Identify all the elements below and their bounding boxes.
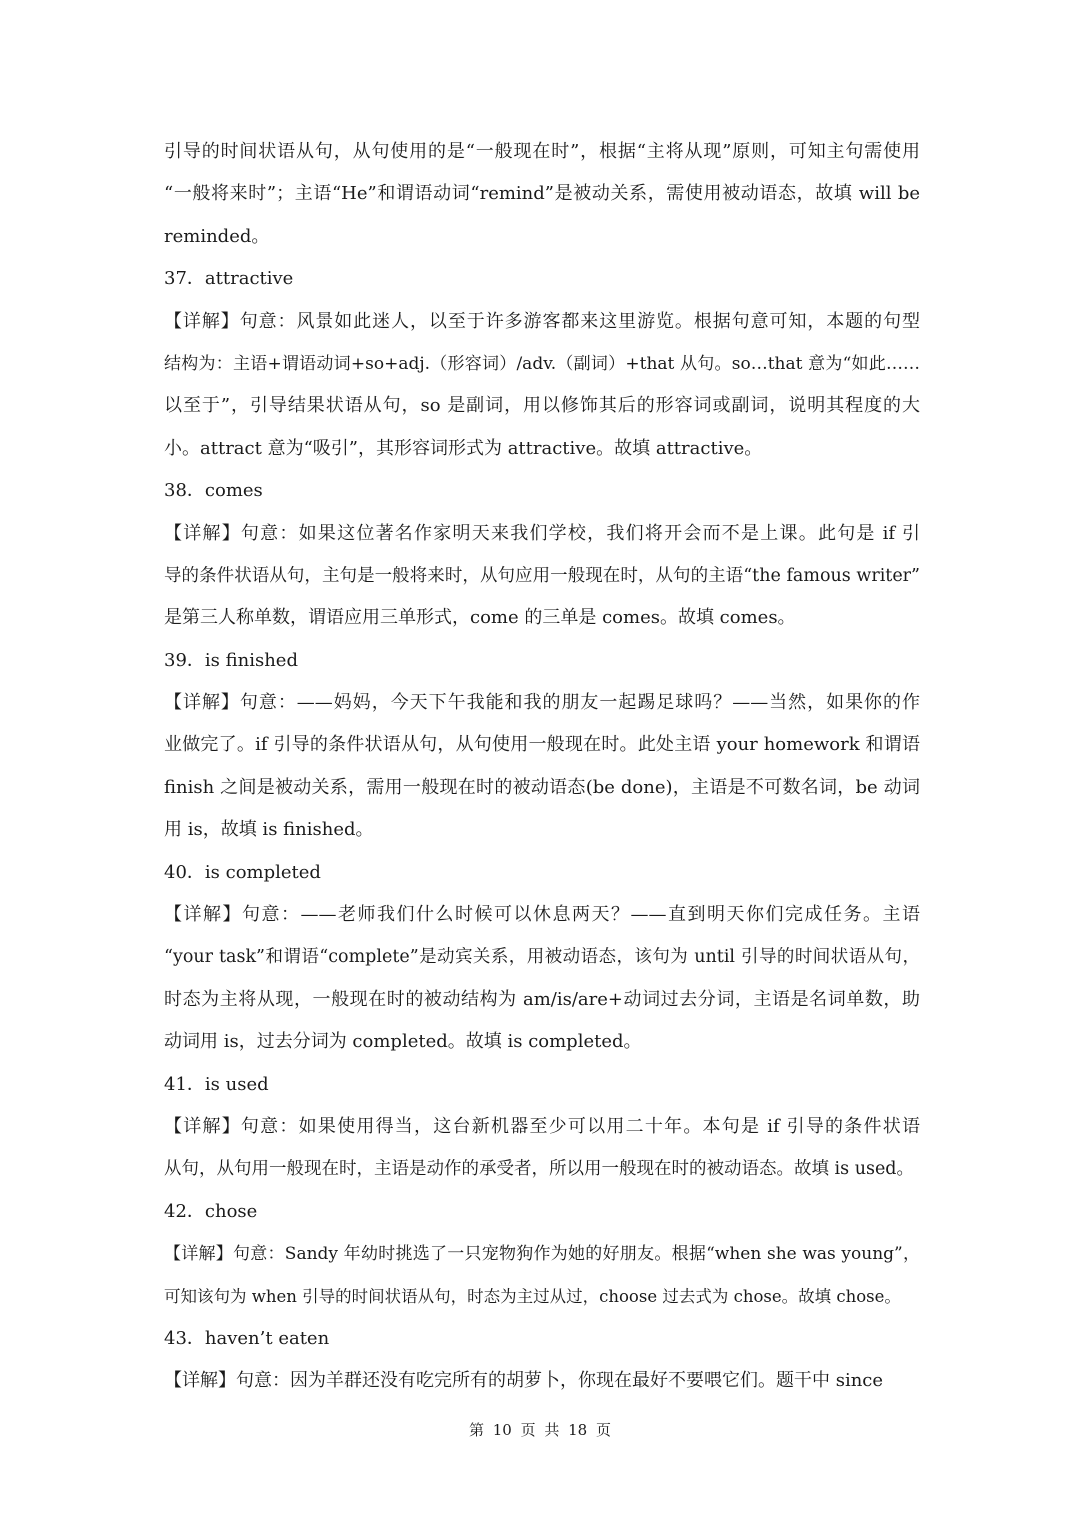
answer-heading-37: 37．attractive — [164, 268, 294, 290]
answer-heading-39: 39．is finished — [164, 649, 298, 671]
text-line: “your task”和谓语“complete”是动宾关系，用被动语态，该句为 until 引导的时间状语从句， — [164, 947, 920, 968]
text-line: “一般将来时”；主语“He”和谓语动词“remind”是被动关系，需使用被动语态，故填 will be — [164, 183, 920, 205]
answer-heading-38: 38．comes — [164, 480, 263, 502]
answer-heading-43: 43．haven’t eaten — [164, 1327, 330, 1349]
text-line: 【详解】句意：——妈妈，今天下午我能和我的朋友一起踢足球吗？——当然，如果你的作 — [164, 692, 920, 714]
text-line: 动词用 is，过去分词为 completed。故填 is completed。 — [164, 1031, 642, 1053]
text-line: 是第三人称单数，谓语应用三单形式，come 的三单是 comes。故填 comes。 — [164, 607, 796, 629]
text-line: finish 之间是被动关系，需用一般现在时的被动语态(be done)，主语是不可数名词，be 动词 — [164, 776, 920, 798]
answer-heading-42: 42．chose — [164, 1200, 258, 1222]
text-line: 【详解】句意：如果使用得当，这台新机器至少可以用二十年。本句是 if 引导的条件状语 — [164, 1115, 920, 1137]
text-line: 【详解】句意：——老师我们什么时候可以休息两天？——直到明天你们完成任务。主语 — [164, 904, 920, 926]
text-line: 时态为主将从现，一般现在时的被动结构为 am/is/are+动词过去分词，主语是名词单数，助 — [164, 988, 920, 1010]
text-line: 【详解】句意：因为羊群还没有吃完所有的胡萝卜，你现在最好不要喂它们。题干中 since — [164, 1370, 884, 1392]
answer-heading-40: 40．is completed — [164, 861, 321, 883]
text-line: reminded。 — [164, 225, 270, 247]
text-line: 结构为：主语+谓语动词+so+adj.（形容词）/adv.（副词）+that 从句。so…that 意为“如此…… — [164, 353, 920, 374]
text-line: 业做完了。if 引导的条件状语从句，从句使用一般现在时。此处主语 your homework 和谓语 — [164, 734, 920, 756]
text-line: 引导的时间状语从句，从句使用的是“一般现在时”，根据“主将从现”原则，可知主句需使用 — [164, 141, 920, 162]
text-line: 【详解】句意：如果这位著名作家明天来我们学校，我们将开会而不是上课。此句是 if 引 — [164, 522, 920, 544]
text-line: 小。attract 意为“吸引”，其形容词形式为 attractive。故填 attractive。 — [164, 437, 763, 459]
text-line: 可知该句为 when 引导的时间状语从句，时态为主过从过，choose 过去式为 chose。故填 chose。 — [164, 1286, 901, 1306]
text-line: 【详解】句意：风景如此迷人，以至于许多游客都来这里游览。根据句意可知，本题的句型 — [164, 310, 920, 332]
page-number-footer: 第 10 页 共 18 页 — [468, 1421, 611, 1439]
answer-explanations — [164, 131, 920, 1403]
text-line: 【详解】句意：Sandy 年幼时挑选了一只宠物狗作为她的好朋友。根据“when she was young”， — [164, 1244, 920, 1265]
text-line: 导的条件状语从句，主句是一般将来时，从句应用一般现在时，从句的主语“the famous writer” — [164, 565, 920, 586]
text-line: 以至于”，引导结果状语从句，so 是副词，用以修饰其后的形容词或副词，说明其程度的大 — [164, 395, 920, 417]
text-line: 从句，从句用一般现在时，主语是动作的承受者，所以用一般现在时的被动语态。故填 is used。 — [164, 1159, 915, 1180]
text-line: 用 is，故填 is finished。 — [164, 819, 374, 841]
answer-heading-41: 41．is used — [164, 1073, 269, 1095]
